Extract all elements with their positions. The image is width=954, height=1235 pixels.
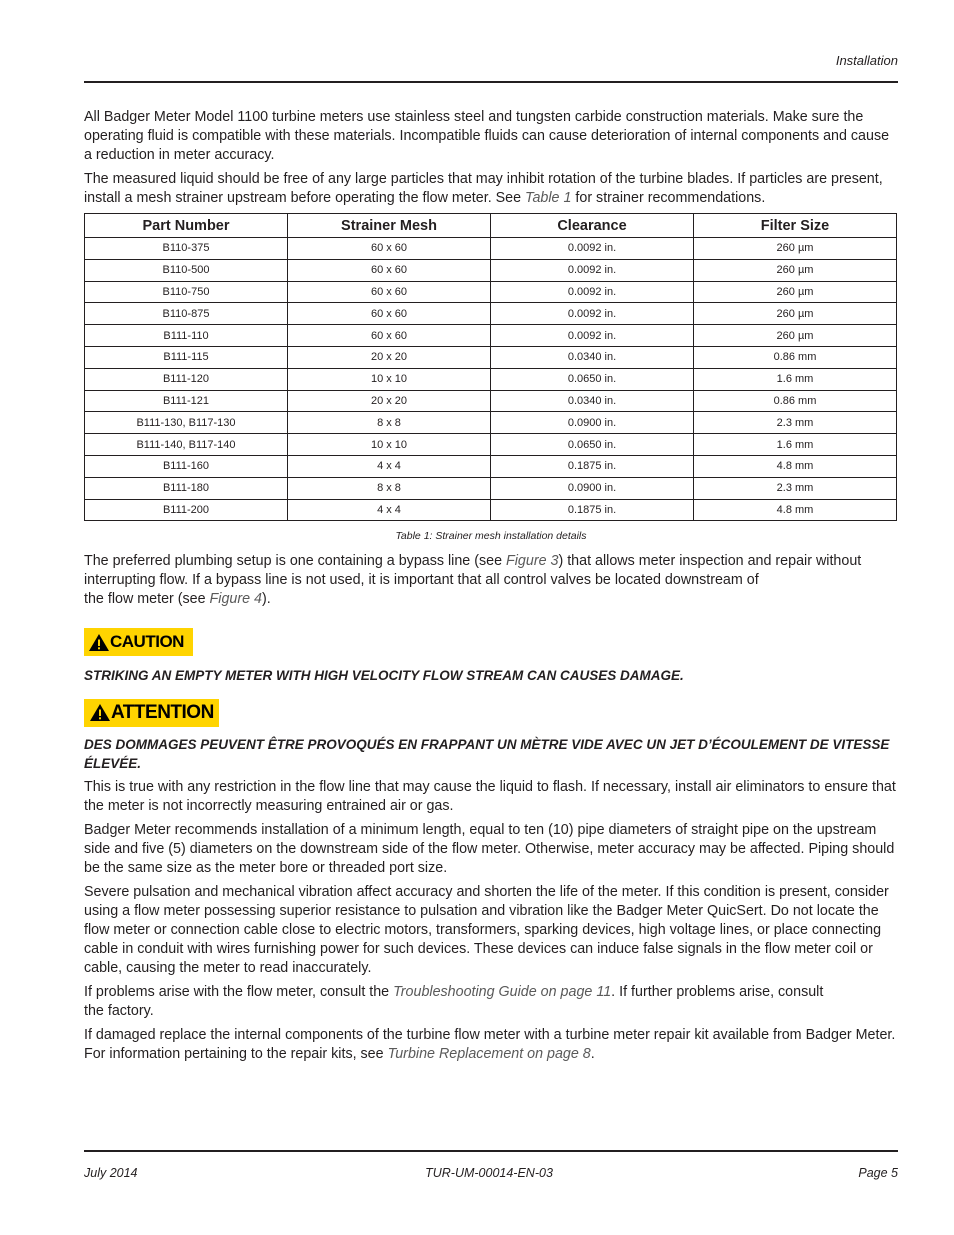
pulsation-paragraph: Severe pulsation and mechanical vibration affect accuracy and shorten the life of the meter. If this condition is present, consider using a flow meter possessing superior resistance to pulsation and vibration like the Badger Meter QuicSert. Do not locate the flow meter or connection cable close to electric motors, transformers, sparking devices, high voltage lines, or place connecting cable in conduit with wires furnishing power for such devices. These devices can induce false signals in the flow meter coil or cable, causing the meter to read inaccurately. <box>84 884 889 977</box>
cell-part-number: B111-110 <box>85 325 288 347</box>
troubleshooting-text: If problems arise with the flow meter, consult the <box>84 984 394 1001</box>
cell-strainer-mesh: 60 x 60 <box>288 325 491 347</box>
header-rule <box>84 81 898 83</box>
troubleshooting-text-3: the factory. <box>84 1003 154 1020</box>
cell-clearance: 0.0092 in. <box>491 281 694 303</box>
table-row <box>85 455 897 477</box>
cell-part-number: B111-121 <box>85 390 288 412</box>
table-caption: Table 1: Strainer mesh installation details <box>395 530 587 543</box>
plumbing-text-2: ) that allows meter inspection and repair without interrupting flow. If a bypass line is not used, it is important that all control valves be located downstream of <box>84 553 862 589</box>
caution-badge <box>84 628 193 656</box>
table-row <box>85 477 897 499</box>
cell-clearance: 0.0340 in. <box>491 390 694 412</box>
troubleshooting-paragraph <box>84 983 898 1021</box>
plumbing-text-3: the flow meter (see <box>84 591 210 608</box>
cell-part-number: B111-120 <box>85 368 288 390</box>
cell-strainer-mesh: 60 x 60 <box>288 238 491 260</box>
cell-filter-size: 260 µm <box>694 281 897 303</box>
attention-badge <box>84 699 219 727</box>
figure-3-link[interactable]: Figure 3 <box>506 553 559 570</box>
cell-clearance: 0.0340 in. <box>491 346 694 368</box>
cell-part-number: B111-140, B117-140 <box>85 434 288 456</box>
cell-strainer-mesh: 10 x 10 <box>288 434 491 456</box>
cell-clearance: 0.0092 in. <box>491 238 694 260</box>
footer-doc-id: TUR-UM-00014-EN-03 <box>425 1166 553 1180</box>
attention-text: DES DOMMAGES PEUVENT ÊTRE PROVOQUÉS EN FRAPPANT UN MÈTRE VIDE AVEC UN JET D’ÉCOULEMENT DE VITESSE ÉLEVÉE. <box>84 737 890 772</box>
cell-filter-size: 260 µm <box>694 238 897 260</box>
cell-filter-size: 260 µm <box>694 303 897 325</box>
cell-part-number: B110-875 <box>85 303 288 325</box>
cell-strainer-mesh: 4 x 4 <box>288 499 491 521</box>
pipe-length-paragraph: Badger Meter recommends installation of a minimum length, equal to ten (10) pipe diameters of straight pipe on the upstream side and five (5) diameters on the downstream side of the flow meter. Otherwise, meter accuracy may be affected. Piping should be the same size as the meter bore or threaded port size. <box>84 822 895 877</box>
plumbing-text-4: ). <box>262 591 271 608</box>
cell-filter-size: 2.3 mm <box>694 477 897 499</box>
cell-clearance: 0.0092 in. <box>491 325 694 347</box>
cell-strainer-mesh: 60 x 60 <box>288 259 491 281</box>
intro-text-end: for strainer recommendations. <box>571 190 766 206</box>
cell-clearance: 0.0092 in. <box>491 303 694 325</box>
cell-filter-size: 260 µm <box>694 325 897 347</box>
table-row <box>85 259 897 281</box>
cell-part-number: B111-200 <box>85 499 288 521</box>
header-section-title: Installation <box>835 53 898 68</box>
warning-triangle-icon <box>89 703 111 722</box>
cell-strainer-mesh: 20 x 20 <box>288 346 491 368</box>
cell-part-number: B110-375 <box>85 238 288 260</box>
footer-rule <box>84 1150 898 1152</box>
table-header-row <box>85 214 897 238</box>
cell-strainer-mesh: 60 x 60 <box>288 303 491 325</box>
table-row <box>85 499 897 521</box>
repair-text-end: . <box>590 1046 595 1063</box>
turbine-replacement-link[interactable]: Turbine Replacement on page 8 <box>387 1046 591 1063</box>
table-row <box>85 303 897 325</box>
cell-clearance: 0.0650 in. <box>491 434 694 456</box>
plumbing-paragraph <box>84 552 898 609</box>
column-header-filter-size: Filter Size <box>694 214 897 238</box>
repair-text: If damaged replace the internal components of the turbine flow meter with a turbine meter repair kit available from Badger Meter. For information pertaining to the repair kits, see <box>84 1027 896 1063</box>
column-header-clearance: Clearance <box>491 214 694 238</box>
cell-part-number: B110-750 <box>85 281 288 303</box>
cell-part-number: B111-130, B117-130 <box>85 412 288 434</box>
cell-part-number: B111-160 <box>85 455 288 477</box>
table-row <box>85 238 897 260</box>
warning-triangle-icon <box>88 633 110 652</box>
cell-part-number: B111-180 <box>85 477 288 499</box>
cell-clearance: 0.1875 in. <box>491 499 694 521</box>
intro-paragraph-particles <box>84 170 898 208</box>
cell-filter-size: 0.86 mm <box>694 390 897 412</box>
column-header-strainer-mesh: Strainer Mesh <box>288 214 491 238</box>
cell-filter-size: 1.6 mm <box>694 434 897 456</box>
cell-part-number: B110-500 <box>85 259 288 281</box>
page-content <box>84 108 898 1069</box>
table-row <box>85 346 897 368</box>
footer-date: July 2014 <box>84 1166 138 1180</box>
flash-paragraph: This is true with any restriction in the flow line that may cause the liquid to flash. If necessary, install air eliminators to ensure that the meter is not incorrectly measuring entrained air or gas. <box>84 779 896 815</box>
column-header-part-number: Part Number <box>85 214 288 238</box>
table-body <box>85 238 897 521</box>
table-row <box>85 281 897 303</box>
plumbing-text: The preferred plumbing setup is one containing a bypass line (see <box>84 553 507 570</box>
table-row <box>85 390 897 412</box>
cell-filter-size: 1.6 mm <box>694 368 897 390</box>
cell-filter-size: 4.8 mm <box>694 499 897 521</box>
table-row <box>85 412 897 434</box>
table-row <box>85 434 897 456</box>
footer-page-number: Page 5 <box>858 1166 898 1180</box>
strainer-table <box>84 213 897 521</box>
attention-label: ATTENTION <box>111 701 214 723</box>
cell-clearance: 0.0650 in. <box>491 368 694 390</box>
cell-filter-size: 2.3 mm <box>694 412 897 434</box>
intro-paragraph-materials: All Badger Meter Model 1100 turbine meters use stainless steel and tungsten carbide construction materials. Make sure the operating fluid is compatible with these materials. Incompatible fluids can cause deterioration of internal components and cause a reduction in meter accuracy. <box>84 109 890 163</box>
troubleshooting-guide-link[interactable]: Troubleshooting Guide on page 11 <box>393 984 612 1001</box>
cell-clearance: 0.0900 in. <box>491 412 694 434</box>
troubleshooting-text-2: . If further problems arise, consult <box>611 984 824 1001</box>
table-1-link[interactable]: Table 1 <box>525 190 572 206</box>
cell-part-number: B111-115 <box>85 346 288 368</box>
table-row <box>85 325 897 347</box>
cell-filter-size: 260 µm <box>694 259 897 281</box>
cell-strainer-mesh: 60 x 60 <box>288 281 491 303</box>
cell-clearance: 0.0900 in. <box>491 477 694 499</box>
cell-strainer-mesh: 8 x 8 <box>288 477 491 499</box>
cell-filter-size: 4.8 mm <box>694 455 897 477</box>
caution-label: CAUTION <box>110 632 184 652</box>
cell-filter-size: 0.86 mm <box>694 346 897 368</box>
table-row <box>85 368 897 390</box>
cell-clearance: 0.1875 in. <box>491 455 694 477</box>
cell-strainer-mesh: 4 x 4 <box>288 455 491 477</box>
repair-kit-paragraph <box>84 1026 898 1064</box>
cell-clearance: 0.0092 in. <box>491 259 694 281</box>
cell-strainer-mesh: 8 x 8 <box>288 412 491 434</box>
caution-text: STRIKING AN EMPTY METER WITH HIGH VELOCITY FLOW STREAM CAN CAUSES DAMAGE. <box>84 667 684 683</box>
cell-strainer-mesh: 10 x 10 <box>288 368 491 390</box>
figure-4-link[interactable]: Figure 4 <box>209 591 262 608</box>
cell-strainer-mesh: 20 x 20 <box>288 390 491 412</box>
intro-text: The measured liquid should be free of any large particles that may inhibit rotation of the turbine blades. If particles are present, install a mesh strainer upstream before operating the flow meter. See <box>84 171 883 206</box>
